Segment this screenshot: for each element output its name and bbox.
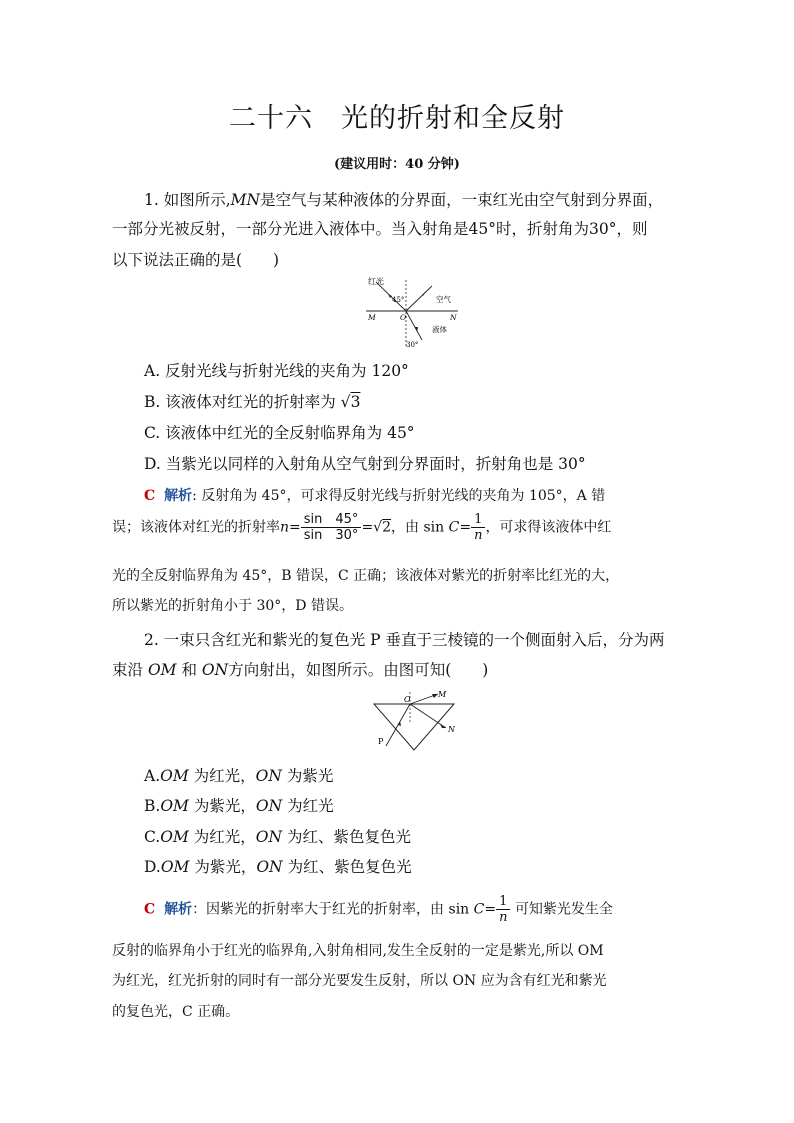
- q1-option-a: A. 反射光线与折射光线的夹角为 120°: [144, 362, 409, 380]
- q1-analysis-line-2: 误；该液体对红光的折射率n= $\frac{\sin 45^\circ}{\sin 30^\circ}$ =√2，由 sin C= $\frac{1}{n}$ ，可求得该液体中红: [112, 512, 612, 543]
- liquid-label: 液体: [432, 325, 447, 334]
- q2-one-over-n-fraction: $\frac{1}{n}$: [496, 894, 510, 925]
- point-M-label: M: [368, 313, 376, 322]
- q2-option-c: C.OM 为红光，ON 为红、紫色复色光: [144, 828, 411, 846]
- air-label: 空气: [436, 295, 451, 304]
- point-N-label: N: [450, 313, 457, 322]
- q1-analysis-line-3: 光的全反射临界角为 45°，B 错误，C 正确；该液体对紫光的折射率比红光的大，: [112, 568, 620, 584]
- q2-line-2: 束沿 OM 和 ON方向射出，如图所示。由图可知( ): [112, 661, 489, 679]
- suggested-time: (建议用时：40 分钟): [334, 157, 460, 172]
- q1-option-d: D. 当紫光以同样的入射角从空气射到分界面时，折射角也是 30°: [144, 455, 586, 473]
- q2-analysis-line-3: 为红光，红光折射的同时有一部分光要发生反射，所以 ON 应为含有红光和紫光: [112, 973, 607, 989]
- q1-refraction-figure: [364, 274, 464, 350]
- q1-line-3: 以下说法正确的是( ): [112, 251, 280, 269]
- q1-answer-letter: C: [144, 488, 156, 504]
- q2-option-a: A.OM 为红光，ON 为紫光: [144, 767, 334, 785]
- sin-ratio-fraction: $\frac{\sin 45^\circ}{\sin 30^\circ}$: [301, 512, 362, 543]
- q1-analysis-line-1: C 解析: 反射角为 45°，可求得反射光线与折射光线的夹角为 105°，A 错: [144, 488, 606, 504]
- reflected-ray: [406, 286, 432, 311]
- prism-O-label: O: [404, 695, 411, 704]
- q1-line-1: 1. 如图所示,MN是空气与某种液体的分界面，一束红光由空气射到分界面，: [144, 191, 664, 209]
- q2-option-d: D.OM 为紫光，ON 为红、紫色复色光: [144, 858, 412, 876]
- page-title: 二十六 光的折射和全反射: [229, 103, 565, 134]
- q2-analysis-line-4: 的复色光，C 正确。: [112, 1004, 240, 1020]
- q1-line-2: 一部分光被反射，一部分光进入液体中。当入射角是45°时，折射角为30°，则: [112, 220, 648, 238]
- q2-prism-figure: [368, 688, 464, 754]
- one-over-n-fraction: $\frac{1}{n}$: [471, 512, 485, 543]
- q2-option-b: B.OM 为紫光，ON 为红光: [144, 797, 334, 815]
- prism-N-label: N: [448, 725, 455, 734]
- q1-option-c: C. 该液体中红光的全反射临界角为 45°: [144, 424, 415, 442]
- q1-analysis-line-4: 所以紫光的折射角小于 30°，D 错误。: [112, 598, 353, 614]
- q2-analysis-line-1: C 解析：因紫光的折射率大于红光的折射率，由 sin C= $\frac{1}{n}$ 可知紫光发生全: [144, 894, 613, 925]
- point-O-label: O: [400, 313, 407, 322]
- angle30-label: 30°: [406, 341, 419, 349]
- q2-analysis-label: 解析: [164, 901, 193, 918]
- q2-line-1: 2. 一束只含红光和紫光的复色光 P 垂直于三棱镜的一个侧面射入后，分为两: [144, 631, 665, 649]
- q1-analysis-label: 解析: [164, 488, 193, 504]
- q1-option-b: B. 该液体对红光的折射率为 √3: [144, 393, 361, 411]
- q2-answer-letter: C: [144, 901, 156, 918]
- prism-P-label: P: [378, 737, 384, 746]
- refracted-ray: [406, 311, 422, 340]
- prism-M-label: M: [438, 690, 447, 699]
- red-light-label: 红光: [368, 277, 384, 286]
- angle45-label: 45°: [392, 296, 405, 304]
- q2-analysis-line-2: 反射的临界角小于红光的临界角,入射角相同,发生全反射的一定是紫光,所以 OM: [112, 943, 604, 959]
